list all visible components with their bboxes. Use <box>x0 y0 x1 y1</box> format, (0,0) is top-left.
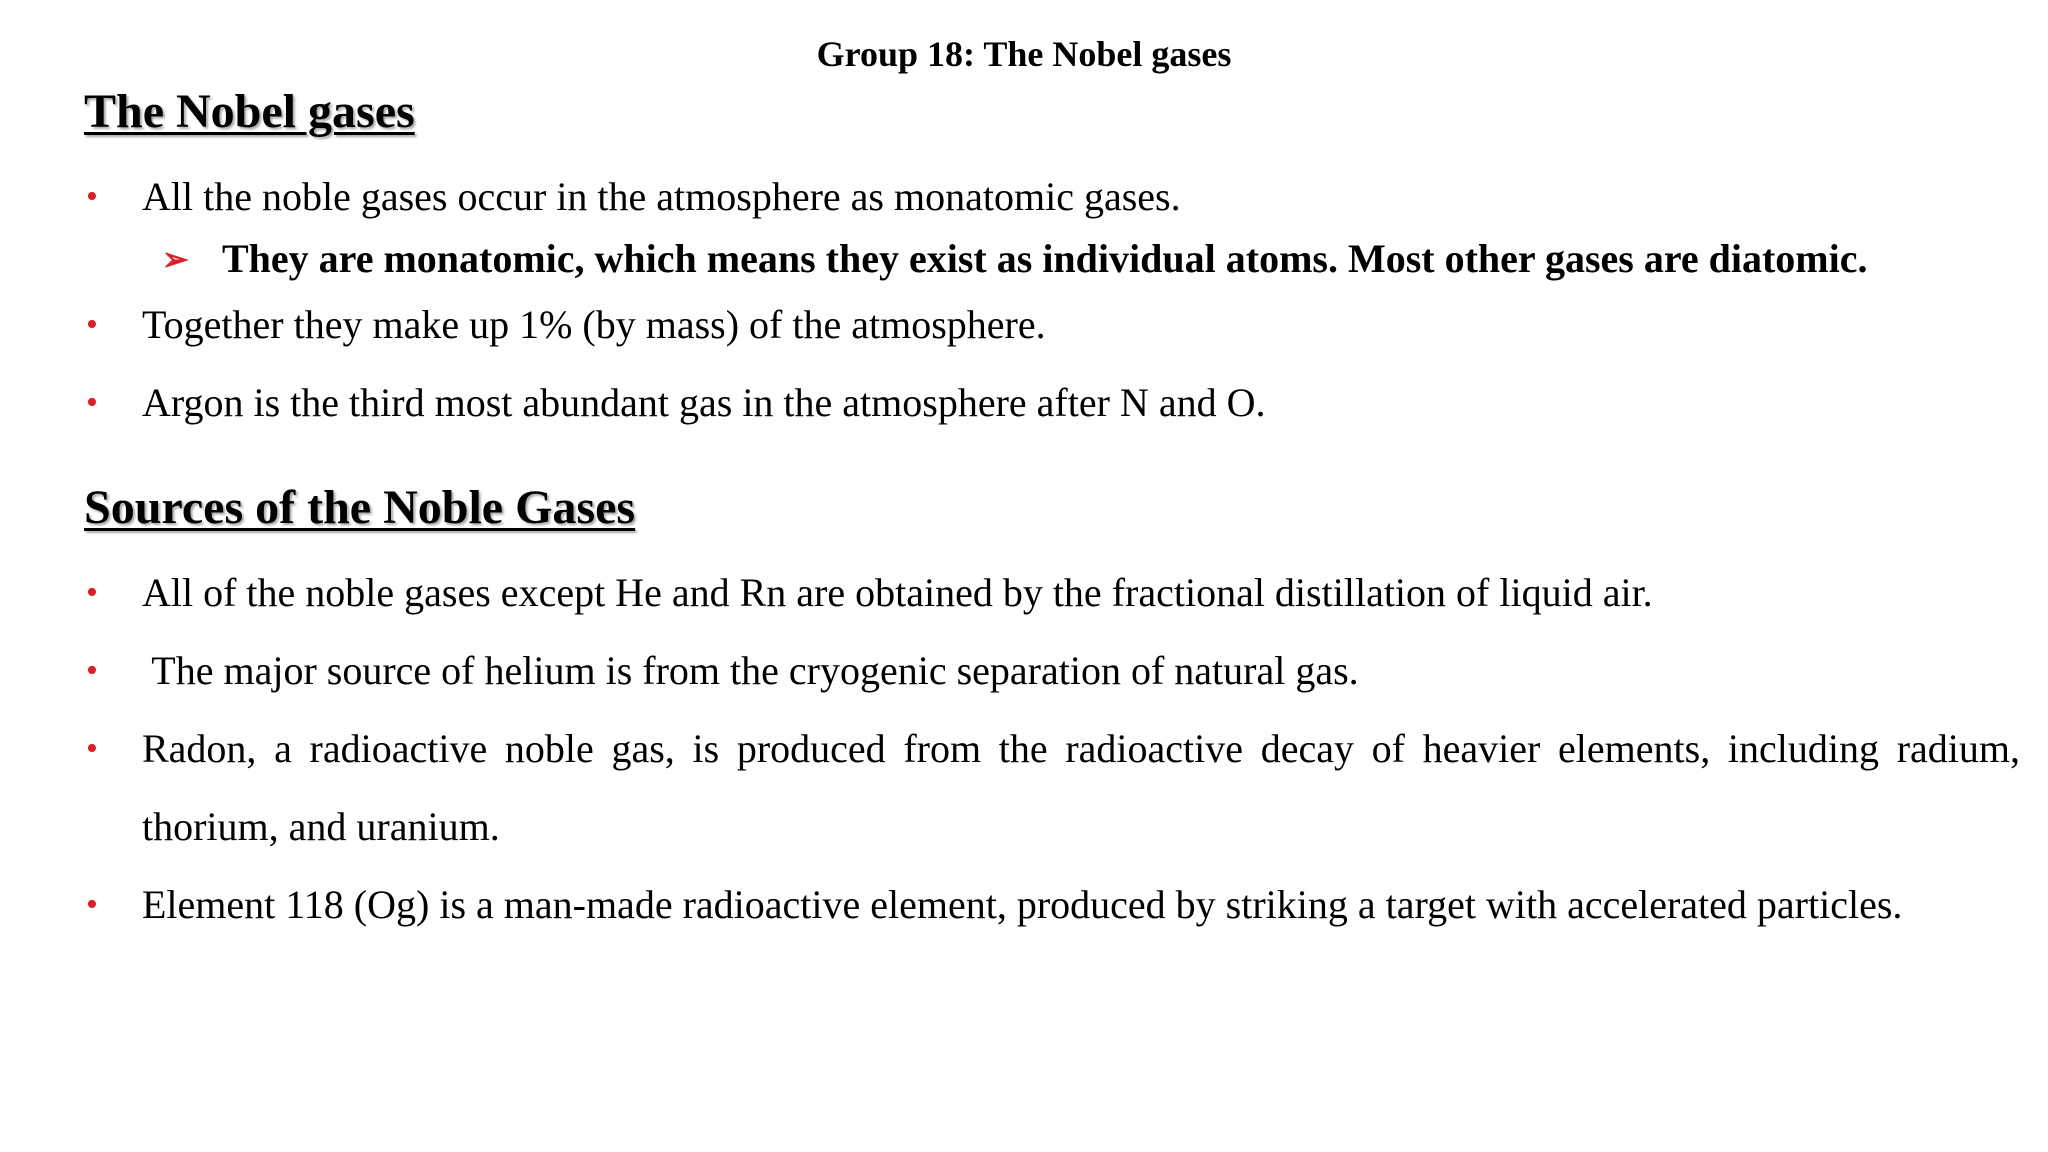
bullet-icon: • <box>86 574 98 611</box>
list-item-text: Argon is the third most abundant gas in the atmosphere after N and O. <box>142 380 1266 425</box>
list-item-text: Together they make up 1% (by mass) of the atmosphere. <box>142 302 1046 347</box>
bullet-icon: • <box>86 306 98 343</box>
section-heading-sources: Sources of the Noble Gases <box>84 481 636 534</box>
sub-list-item-text: They are monatomic, which means they exist as individual atoms. Most other gases are diatomic. <box>222 236 1868 281</box>
bullet-icon: • <box>86 730 98 767</box>
arrow-bullet-icon: ➢ <box>162 241 189 277</box>
bullet-icon: • <box>86 178 98 215</box>
section-heading-nobel-gases: The Nobel gases <box>84 85 415 138</box>
bullet-icon: • <box>86 384 98 421</box>
list-item-text: All the noble gases occur in the atmosphere as monatomic gases. <box>142 174 1181 219</box>
slide-title: Group 18: The Nobel gases <box>816 34 1232 74</box>
bullet-icon: • <box>86 652 98 689</box>
list-item-text: The major source of helium is from the cryogenic separation of natural gas. <box>142 648 1359 693</box>
list-item-text: Radon, a radioactive noble gas, is produced from the radioactive decay of heavier elements, including radium, thorium, and uranium. <box>142 726 2020 849</box>
bullet-icon: • <box>86 886 98 923</box>
list-item-text: All of the noble gases except He and Rn are obtained by the fractional distillation of liquid air. <box>142 570 1653 615</box>
list-item-text: Element 118 (Og) is a man-made radioactive element, produced by striking a target with accelerated particles. <box>142 882 1903 927</box>
